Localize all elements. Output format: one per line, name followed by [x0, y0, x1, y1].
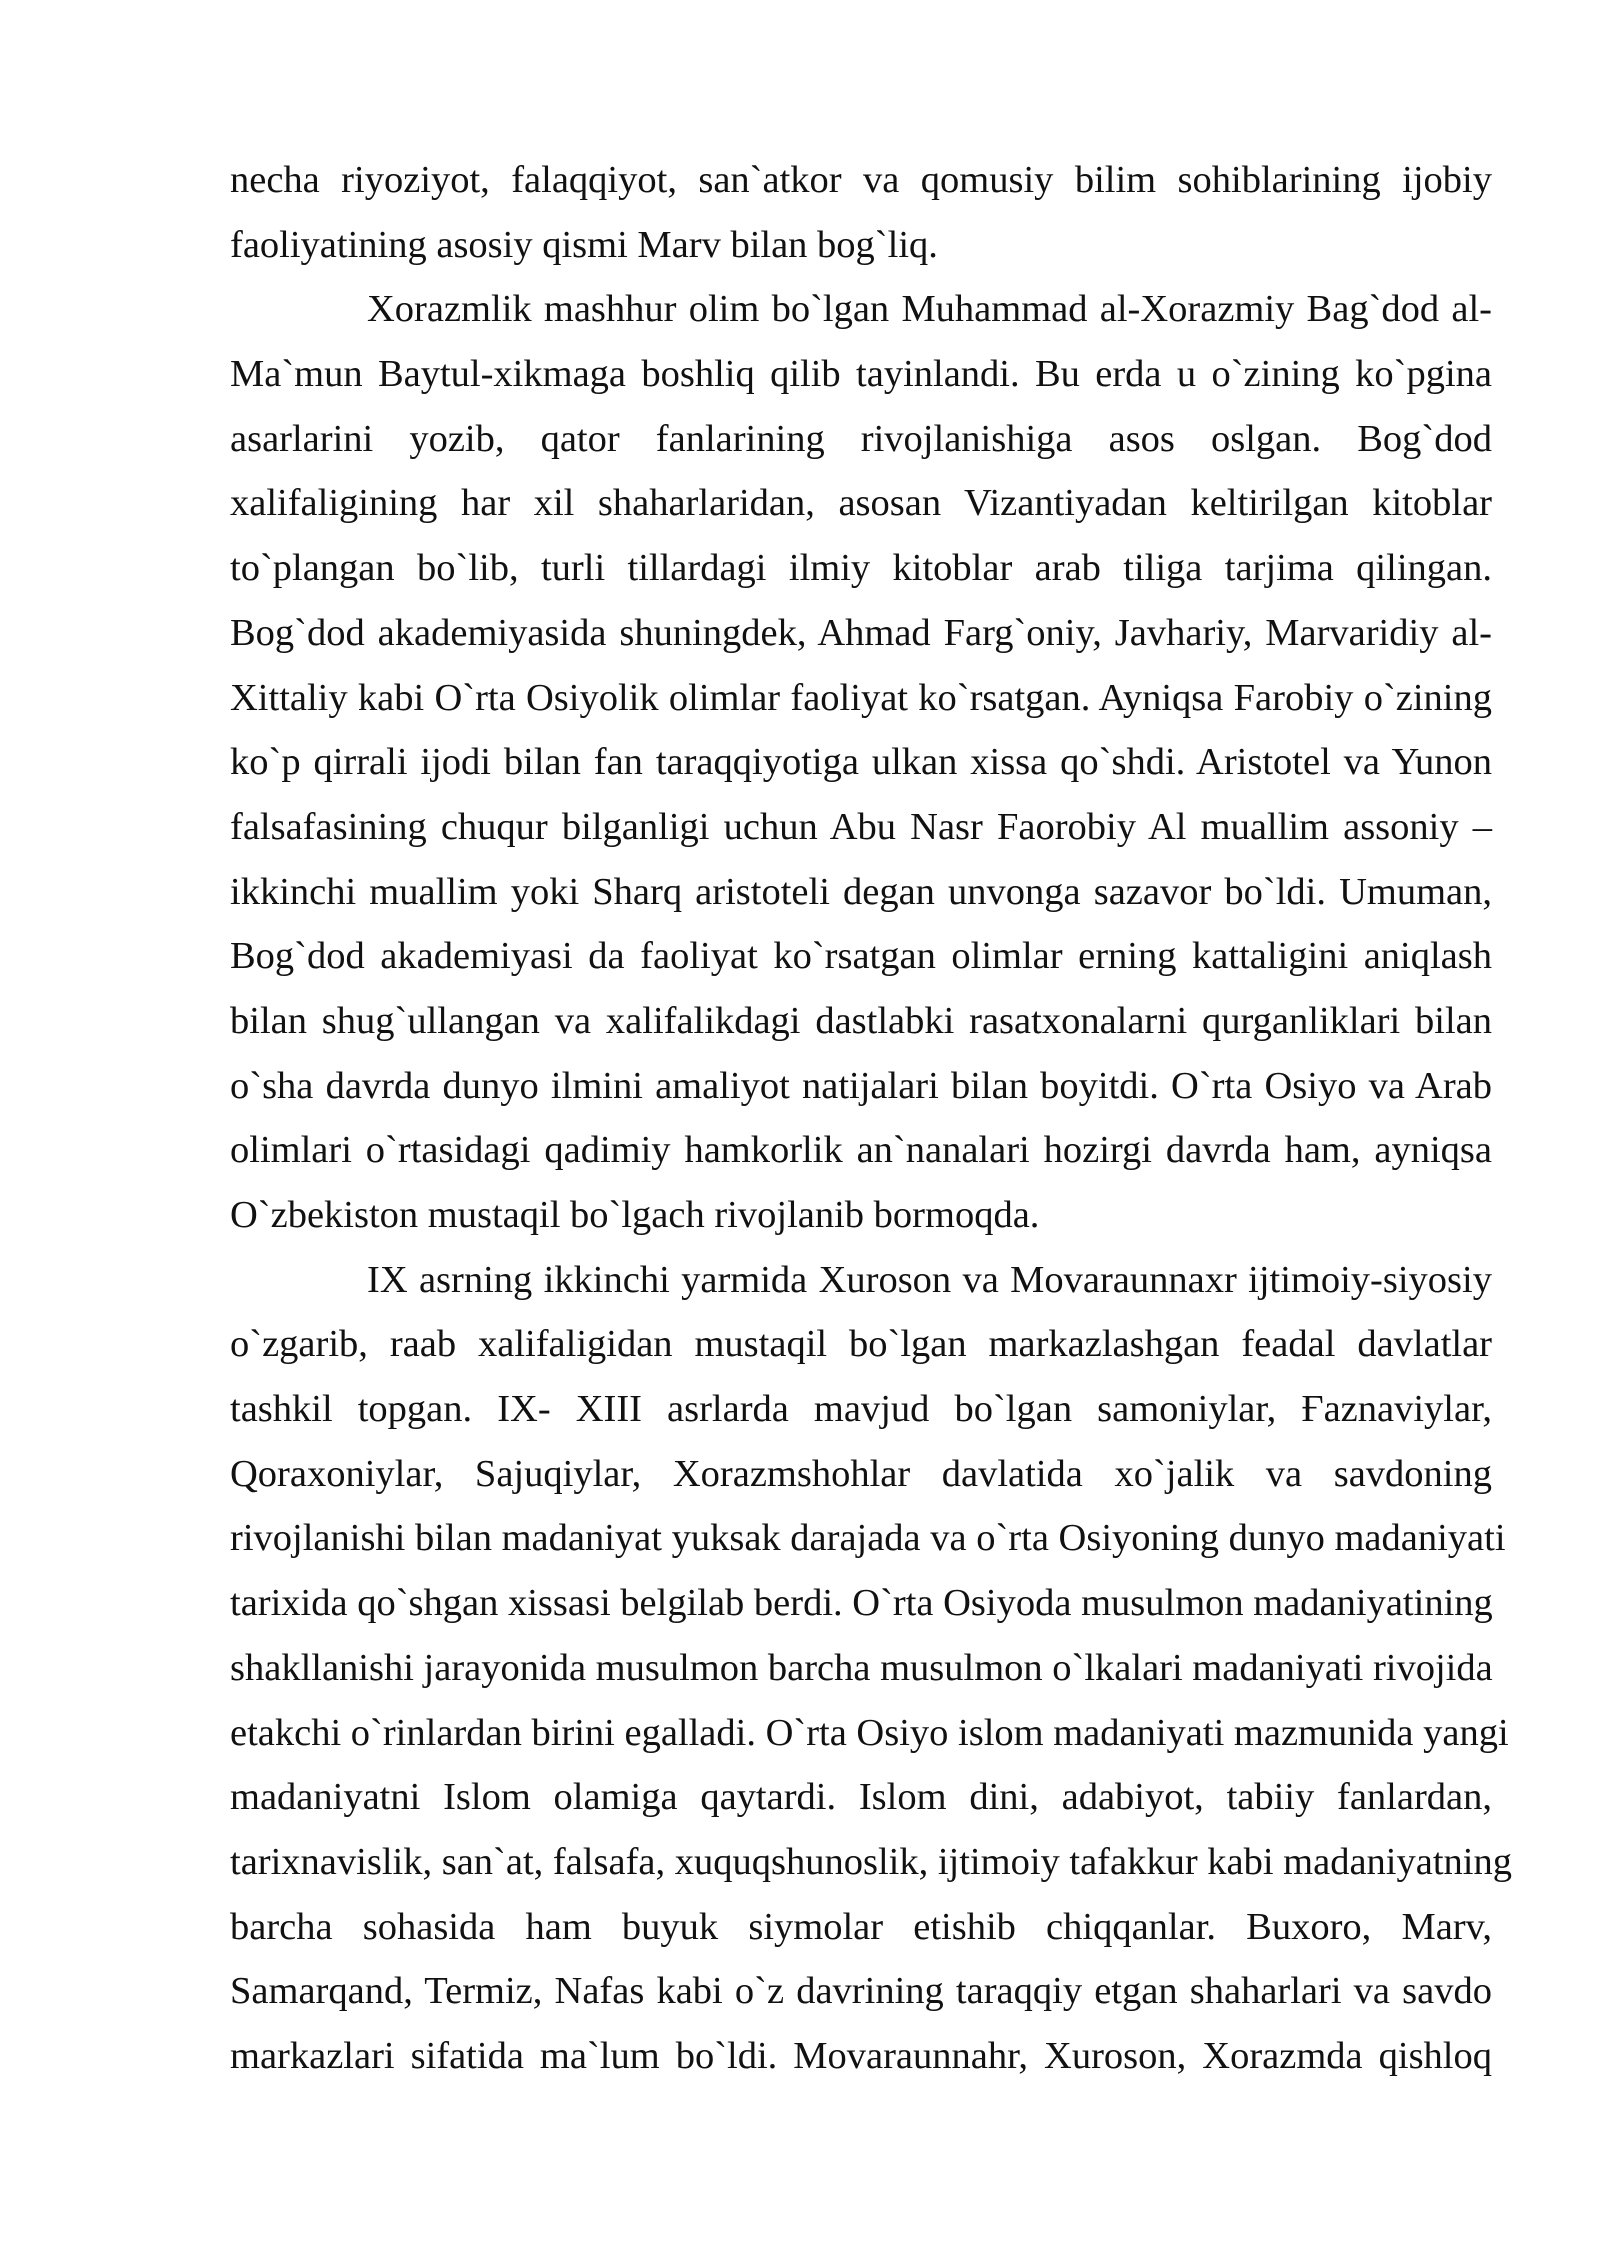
- text-line: Xorazmlik mashhur olim bo`lgan Muhammad al-Xorazmiy Bag`dod al-: [367, 288, 1492, 331]
- paragraph-3: [230, 1248, 1512, 2089]
- text-line: bilan shug`ullangan va xalifalikdagi dastlabki rasatxonalarni qurganliklari bilan: [230, 999, 1492, 1042]
- text-line: IX asrning ikkinchi yarmida Xuroson va Movaraunnaxr ijtimoiy-siyosiy: [367, 1258, 1492, 1301]
- text-line: to`plangan bo`lib, turli tillardagi ilmiy kitoblar arab tiliga tarjima qilingan.: [230, 547, 1492, 590]
- text-line: asarlarini yozib, qator fanlarining rivojlanishiga asos oslgan. Bog`dod: [230, 417, 1492, 460]
- text-line: O`zbekiston mustaqil bo`lgach rivojlanib bormoqda.: [230, 1194, 1040, 1236]
- text-line: Bog`dod akademiyasida shuningdek, Ahmad Farg`oniy, Javhariy, Marvaridiy al-: [230, 611, 1492, 654]
- text-line: o`zgarib, raab xalifaligidan mustaqil bo`lgan markazlashgan feadal davlatlar: [230, 1323, 1492, 1366]
- text-line: Bog`dod akademiyasi da faoliyat ko`rsatgan olimlar erning kattaligini aniqlash: [230, 935, 1492, 978]
- text-line: necha riyoziyot, falaqqiyot, san`atkor va qomusiy bilim sohiblarining ijobiy: [230, 159, 1492, 201]
- text-line: ko`p qirrali ijodi bilan fan taraqqiyotiga ulkan xissa qo`shdi. Aristotel va Yunon: [230, 741, 1492, 784]
- text-line: shakllanishi jarayonida musulmon barcha musulmon o`lkalari madaniyati rivojida: [230, 1646, 1493, 1689]
- text-line: tarixida qo`shgan xissasi belgilab berdi. O`rta Osiyoda musulmon madaniyatining: [230, 1582, 1493, 1625]
- text-line: Samarqand, Termiz, Nafas kabi o`z davrining taraqqiy etgan shaharlari va savdo: [230, 1970, 1492, 2013]
- text-line: xalifaligining har xil shaharlaridan, asosan Vizantiyadan keltirilgan kitoblar: [230, 482, 1492, 525]
- text-line: Ma`mun Baytul-xikmaga boshliq qilib tayinlandi. Bu erda u o`zining ko`pgina: [230, 353, 1492, 396]
- text-line: barcha sohasida ham buyuk siymolar etishib chiqqanlar. Buxoro, Marv,: [230, 1905, 1492, 1948]
- paragraph-1: [230, 148, 1492, 277]
- text-line: Xittaliy kabi O`rta Osiyolik olimlar faoliyat ko`rsatgan. Ayniqsa Farobiy o`zining: [230, 676, 1492, 719]
- text-line: ikkinchi muallim yoki Sharq aristoteli degan unvonga sazavor bo`ldi. Umuman,: [230, 870, 1492, 913]
- text-line: olimlari o`rtasidagi qadimiy hamkorlik an`nanalari hozirgi davrda ham, ayniqsa: [230, 1129, 1492, 1172]
- paragraph-2: [230, 277, 1492, 1247]
- text-line: etakchi o`rinlardan birini egalladi. O`rta Osiyo islom madaniyati mazmunida yangi: [230, 1711, 1509, 1754]
- text-line: rivojlanishi bilan madaniyat yuksak darajada va o`rta Osiyoning dunyo madaniyati: [230, 1517, 1506, 1560]
- text-line: o`sha davrda dunyo ilmini amaliyot natijalari bilan boyitdi. O`rta Osiyo va Arab: [230, 1064, 1492, 1107]
- document-page: [230, 148, 1512, 2089]
- text-line: tarixnavislik, san`at, falsafa, xuquqshunoslik, ijtimoiy tafakkur kabi madaniyatning: [230, 1840, 1512, 1883]
- text-line: Qoraxoniylar, Sajuqiylar, Xorazmshohlar davlatida xo`jalik va savdoning: [230, 1452, 1492, 1495]
- text-line: falsafasining chuqur bilganligi uchun Abu Nasr Faorobiy Al muallim assoniy –: [230, 805, 1492, 848]
- text-line: tashkil topgan. IX- XIII asrlarda mavjud bo`lgan samoniylar, Ғaznaviylar,: [230, 1388, 1492, 1431]
- text-line: markazlari sifatida ma`lum bo`ldi. Movaraunnahr, Xuroson, Xorazmda qishloq: [230, 2034, 1492, 2077]
- text-line: madaniyatni Islom olamiga qaytardi. Islom dini, adabiyot, tabiiy fanlardan,: [230, 1776, 1492, 1819]
- text-line: faoliyatining asosiy qismi Marv bilan bog`liq.: [230, 223, 938, 266]
